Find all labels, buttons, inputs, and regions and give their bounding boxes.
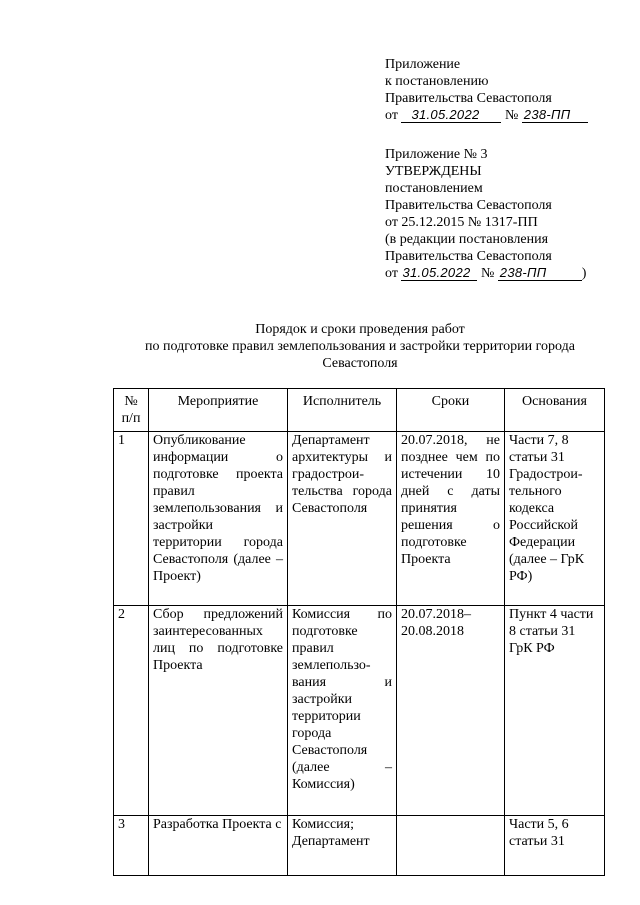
- row-event: Сбор предложений заинтересованных лиц по подготовке Проекта: [149, 606, 288, 816]
- approval-line-4: Правительства Севастополя: [385, 198, 552, 213]
- header-basis: Основания: [505, 389, 605, 432]
- table-row: [114, 816, 605, 876]
- number-field: [498, 266, 582, 281]
- approval-line-6: (в редакции постановления: [385, 232, 549, 247]
- row-terms: 20.07.2018– 20.08.2018: [397, 606, 505, 816]
- date-prefix: от: [385, 108, 398, 123]
- approval-date-line: [385, 265, 635, 282]
- approval-block: [385, 146, 635, 282]
- title-line-2: по подготовке правил землепользования и застройки территории города: [144, 339, 575, 354]
- table-row: [114, 606, 605, 816]
- header-event: Мероприятие: [149, 389, 288, 432]
- row-event: Опубликование информации о подготовке проекта правил землепользования и застройки территории города Севастополя (далее – Проект): [149, 432, 288, 606]
- handwritten-date: 31.05.2022: [402, 265, 471, 280]
- header-line-3: Правительства Севастополя: [385, 91, 552, 106]
- header-date-line: [385, 107, 635, 124]
- date-prefix: от: [385, 266, 398, 281]
- closing-paren: ): [581, 266, 587, 281]
- title-line-1: Порядок и сроки проведения работ: [255, 322, 465, 337]
- document-title: [60, 321, 640, 372]
- row-basis: Пункт 4 части 8 статьи 31 ГрК РФ: [505, 606, 605, 816]
- approval-line-2: УТВЕРЖДЕНЫ: [385, 164, 482, 179]
- header-executor: Исполнитель: [288, 389, 397, 432]
- handwritten-number: 238-ПП: [523, 107, 571, 122]
- header-terms: Сроки: [397, 389, 505, 432]
- header-line-2: к постановлению: [385, 74, 489, 89]
- approval-line-1: Приложение № 3: [385, 147, 488, 162]
- row-event: Разработка Проекта с: [149, 816, 288, 876]
- row-executor: Комиссия; Департамент: [288, 816, 397, 876]
- date-field: [401, 108, 501, 123]
- header-num: № п/п: [114, 389, 149, 432]
- title-line-3: Севастополя: [322, 356, 398, 371]
- header-line-1: Приложение: [385, 57, 461, 72]
- number-prefix: №: [504, 108, 519, 123]
- table-header-row: [114, 389, 605, 432]
- approval-line-5: от 25.12.2015 № 1317-ПП: [385, 215, 538, 230]
- row-num: 2: [114, 606, 149, 816]
- approval-line-7: Правительства Севастополя: [385, 249, 552, 264]
- handwritten-date: 31.05.2022: [411, 107, 480, 122]
- row-terms: 20.07.2018, не позднее чем по истечении 10 дней с даты принятия решения о подготовке Проекта: [397, 432, 505, 606]
- appendix-header: [385, 56, 635, 124]
- approval-line-3: постановлением: [385, 181, 483, 196]
- row-num: 3: [114, 816, 149, 876]
- row-basis: Части 7, 8 статьи 31 Градострои-тельного кодекса Российской Федерации (далее – ГрК РФ): [505, 432, 605, 606]
- row-num: 1: [114, 432, 149, 606]
- row-basis: Части 5, 6 статьи 31: [505, 816, 605, 876]
- row-executor: Комиссия по подготовке правил землепользо-вания и застройки территории города Севастополя (далее – Комиссия): [288, 606, 397, 816]
- handwritten-number: 238-ПП: [499, 265, 547, 280]
- number-prefix: №: [480, 266, 495, 281]
- row-executor: Департамент архитектуры и градострои-тельства города Севастополя: [288, 432, 397, 606]
- schedule-table: [113, 388, 605, 876]
- number-field: [522, 108, 588, 123]
- date-field: [401, 266, 477, 281]
- table-row: [114, 432, 605, 606]
- row-terms: [397, 816, 505, 876]
